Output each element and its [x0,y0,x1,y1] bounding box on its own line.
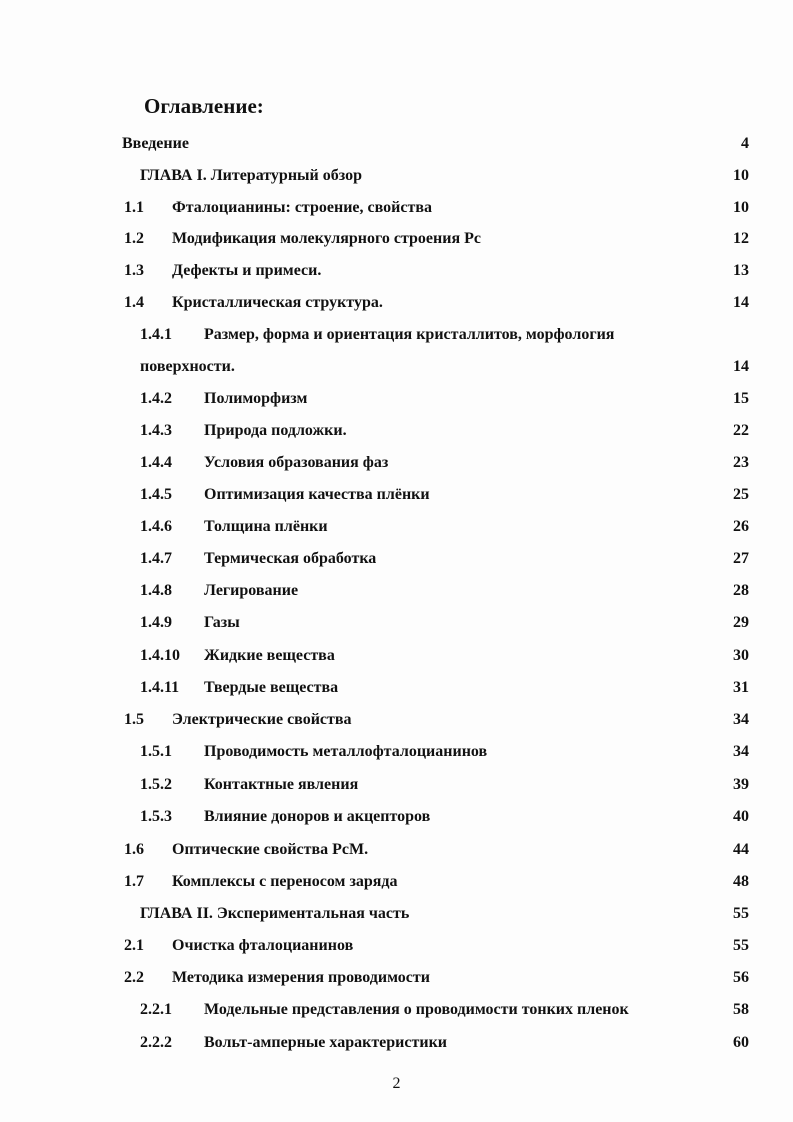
toc-entry-page: 22 [733,422,749,439]
toc-entry-page: 60 [733,1034,749,1051]
toc-entry-number: 1.4.1 [140,326,172,343]
toc-entry-number: 1.4.2 [140,390,172,407]
toc-entry-page: 14 [733,358,749,375]
toc-entry-page: 56 [733,969,749,986]
toc-entry-number: 1.5.3 [140,808,172,825]
toc-entry-number: 1.4.11 [140,679,180,696]
toc-entry-page: 48 [733,873,749,890]
toc-entry-page: 10 [733,167,749,184]
toc-entry-page: 58 [733,1001,749,1018]
toc-entry-page: 26 [733,518,749,535]
toc-entry-text: Жидкие вещества [204,647,335,664]
toc-entry-page: 39 [733,776,749,793]
toc-entry-number: 1.4.10 [140,647,180,664]
toc-entry-page: 13 [733,262,749,279]
toc-entry-text: Легирование [204,582,299,599]
toc-entry-number: 1.5.2 [140,776,172,793]
toc-entry-text: Вольт-амперные характеристики [204,1034,448,1051]
toc-entry-number: 2.2 [124,969,144,986]
toc-entry-text-continuation: поверхности. [140,358,235,375]
toc-entry-page: 14 [733,294,749,311]
toc-entry-text: Модификация молекулярного строения Pc [172,230,481,247]
page-number: 2 [392,1075,401,1092]
toc-entry-number: 1.4.4 [140,454,172,471]
toc-entry-number: 1.4.5 [140,486,172,503]
toc-entry-number: 1.4.6 [140,518,172,535]
toc-entry-text: Методика измерения проводимости [172,969,430,986]
toc-entry-number: 1.2 [124,230,144,247]
toc-entry-number: 1.5 [124,711,144,728]
toc-entry-page: 55 [733,905,749,922]
toc-entry-text: Введение [122,135,189,152]
toc-entry-number: 1.4.3 [140,422,172,439]
toc-entry-number: 1.4.9 [140,614,172,631]
toc-entry-text: Дефекты и примеси. [172,262,322,279]
toc-entry-page: 55 [733,937,749,954]
toc-entry-page: 15 [733,390,749,407]
toc-entry-text: Кристаллическая структура. [172,294,383,311]
toc-entry-page: 4 [741,135,749,152]
toc-entry-page: 34 [733,743,749,760]
toc-entry-text: Влияние доноров и акцепторов [204,808,431,825]
toc-entry-text: Комплексы с переносом заряда [172,873,398,890]
toc-entry-page: 29 [733,614,749,631]
toc-entry-page: 12 [733,230,749,247]
toc-entry-text: Оптимизация качества плёнки [204,486,430,503]
toc-entry-page: 40 [733,808,749,825]
toc-entry-number: 1.6 [124,841,144,858]
toc-entry-text: Природа подложки. [204,422,347,439]
toc-entry-page: 23 [733,454,749,471]
toc-entry-number: 2.2.1 [140,1001,172,1018]
toc-entry-text: Термическая обработка [204,550,377,567]
toc-entry-text: Фталоцианины: строение, свойства [172,199,432,216]
toc-entry-text: Проводимость металлофталоцианинов [204,743,488,760]
toc-entry-number: 1.5.1 [140,743,172,760]
toc-entry-number: 1.7 [124,873,144,890]
toc-entry-text: Размер, форма и ориентация кристаллитов, морфология [204,326,615,343]
toc-entry-number: 2.1 [124,937,144,954]
toc-entry-number: 1.4 [124,294,144,311]
toc-entry-text: Модельные представления о проводимости тонких пленок [204,1001,629,1018]
toc-entry-text: Твердые вещества [204,679,339,696]
toc-entry-page: 28 [733,582,749,599]
toc-entry-page: 31 [733,679,749,696]
toc-entry-page: 30 [733,647,749,664]
toc-entry-text: Электрические свойства [172,711,352,728]
toc-entry-number: 1.4.8 [140,582,172,599]
toc-entry-text: Очистка фталоцианинов [172,937,354,954]
toc-entry-text: Полиморфизм [204,390,308,407]
toc-entry-number: 1.3 [124,262,144,279]
toc-entry-text: Условия образования фаз [204,454,389,471]
toc-entry-text: Толщина плёнки [204,518,328,535]
toc-entry-text: Газы [204,614,240,631]
toc-entry-text: Оптические свойства PcM. [172,841,369,858]
toc-entry-page: 34 [733,711,749,728]
toc-entry-page: 44 [733,841,749,858]
toc-entry-page: 10 [733,199,749,216]
toc-entry-number: 1.1 [124,199,144,216]
toc-entry-text: ГЛАВА II. Экспериментальная часть [140,905,410,922]
toc-entry-text: ГЛАВА I. Литературный обзор [140,167,362,184]
toc-title: Оглавление: [144,94,264,118]
toc-entry-text: Контактные явления [204,776,359,793]
toc-entry-page: 25 [733,486,749,503]
toc-entry-number: 2.2.2 [140,1034,172,1051]
toc-entry-page: 27 [733,550,749,567]
toc-entry-number: 1.4.7 [140,550,172,567]
